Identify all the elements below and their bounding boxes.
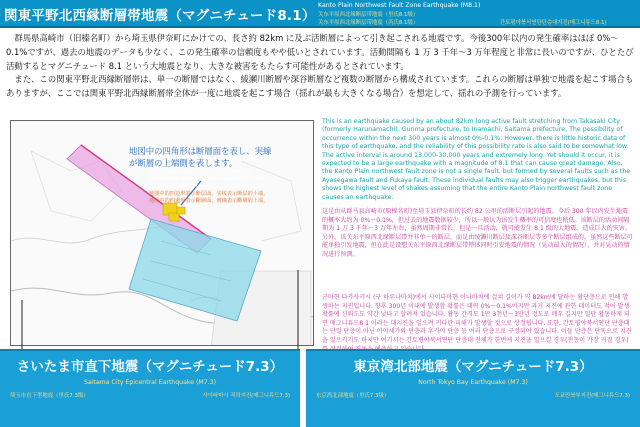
tokyo-bay-earthquake-box xyxy=(306,349,640,427)
page-title: 関東平野北西縁断層帯地震（マグニチュード8.1） xyxy=(4,8,316,24)
saitama-title-cn: 埼玉市直下型地震（里氏7.3级） xyxy=(10,393,89,399)
chinese-description: 这是由从群马县高崎市(原榛名町)至埼玉县伊奈町的长约 82 公里的活断层引起的地震。今后 300 年以内发生地震的概率大约为 0%～0.1%，但过去的地震数据较少，所以一般认为该发生概率的可信度也稍低。该断层的活动间隔期为 1 万 3 千年～3 万年左右，虽然周期非常长，但是一旦活动，就可能发生 8.1 级的大地震，造成巨大的灾害。另外，该关东平原西北缘断层带并非单一的断层，而是由绫濑川断层及深谷断层等多个断层组成的。虽然这些断层可能单独引发地震，但在此是设想关东平原西北缘断层带整体同时引发地震的情况（晃动最大的情况），并对晃动的情况进行预测。 xyxy=(322,208,633,258)
map-note-en: The squares in the map represent fault planes, and the solid lines represent the top section of the fault. xyxy=(149,169,264,189)
map-note-jp: 地図中の四角形は断層面を表し、実線が断層の上端側を表します。 xyxy=(129,146,272,168)
korean-description: 군마현 다카사키시 (구 하루나마치)에서 사이타마현 이나마치에 걸쳐 길이가 약 82km에 달하는 활단층으로 인해 발생하는 지진입니다. 향후 300년 이내에 발생할 확률은 대략 0%～0.1%이지만 과거 지진에 관한 데이터도 적어 발생 확률에 신뢰도도 약간 낮다고 알려져 있습니다. 활동 간격도 1만 3천년～3만년 정도로 매우 길지만 일단 활동하게 되면 매그니튜드8.1 이라는 대지진을 일으켜 커다란 피해가 발생할 것으로 상정됩니다. 또한, 간토평야북서연단 단층대는 단일 단층이 아닌 아야세가와 단층과 후카야 단층 등 여러 단층으로 구성되어 있습니다. 이들 단층은 단독으로 지진을 일으키기도 하지만 여기서는 간토평야북서연단 단층대 전체가 한번에 지진을 일으킬 경우(진동이 가장 커질 경우) xyxy=(322,294,632,344)
saitama-title-kr: 사이타마시 직하지진(매그니튜드7.3) xyxy=(202,393,290,399)
saitama-title-en: Saitama City Epicentral Earthquake (M7.3) xyxy=(83,379,217,386)
tokyo-bay-title: 東京湾北部地震（マグニチュード7.3） xyxy=(353,359,593,375)
saitama-title: さいたま市直下地震（マグニチュード7.3） xyxy=(16,359,284,375)
english-description: This is an earthquake caused by an about 82km long active fault stretching from Takasaki City (formerly Harunamachi), Gunma prefecture, to Inamachi, Saitama prefecture. The possibility of occurrence within the next 300 years is almost 0%-0.1%. However, there is little historic data of this type of earthquake, and the reliability of this possibility rate is also said to be somewhat low. The active interval is around 13,000-30,000 years and extremely long. Yet should it occur, it is expected to be a large earthquake with a magnitude of 8.1 that can cause great damage. Also, the Kanto Plain northwest fault zone is not a single fault, but formed by several faults such as the Ayasegawa fault and Fukaya fault. These individual faults may also trigger earthquakes, but this shows the highest level of shakes assuming that the entire Kanto Plain northwest fault zone causes an earthquake. xyxy=(322,118,631,201)
page-title-en: Kanto Plain Northwest Fault Zone Earthquake (M8.1) xyxy=(318,2,481,9)
page-title-cn: 关东平原西北缘断层带地震（里氏8.1级） xyxy=(318,12,419,18)
tokyo-bay-title-cn: 东京湾北部地震（里氏7.3级） xyxy=(316,393,390,399)
page-title-cn-traditional: 关东平原西北缘断层带地震（芮氏8.1级） xyxy=(318,20,419,26)
header-banner xyxy=(0,0,640,28)
jp-paragraph-2: また、この関東平野北西縁断層帯は、単一の断層ではなく、綾瀬川断層や深谷断層など複数の断層から構成されています。これらの断層は単独で地震を起こす場合もありますが、ここでは関東平野北西縁断層帯全体が一度に地震を起こす場合（揺れが最も大きくなる場合）を想定して、揺れの予測を行っています。 xyxy=(6,74,634,99)
fault-plane-tokyo-bay xyxy=(129,219,261,321)
fault-map xyxy=(10,120,314,346)
japanese-description xyxy=(6,32,634,101)
jp-paragraph-1: 群馬県高崎市（旧榛名町）から埼玉県伊奈町にかけての、長さ約 82km に及ぶ活断層によって引き起こされる地震です。今後300年以内の発生確率はほぼ 0%～0.1%ですが、過去の地震のデータも少なく、この発生確率の信頼度もやや低いとされています。活動間隔も 1 万 3 千年～3 万年程度と非常に長いのですが、ひとたび活動するとマグニチュード 8.1 という大地震となり、大きな被害をもたらす可能性があるとされています。 xyxy=(6,33,634,71)
page-title-kr: 간토평야북서연단단층대지진(매그니튜드8.1) xyxy=(500,20,607,26)
tokyo-bay-title-en: North Tokyo Bay Earthquake (M7.3) xyxy=(418,379,528,386)
map-note-cn: 地图中的四边形表示断层面，实线表示断层的上端。 地図中的四邊形表示斷層面，實線表示斷層的上端。 xyxy=(149,191,269,204)
tokyo-bay-title-kr: 도쿄만북부지진(매그니튜드7.3) xyxy=(554,393,630,399)
saitama-earthquake-box xyxy=(0,349,300,427)
